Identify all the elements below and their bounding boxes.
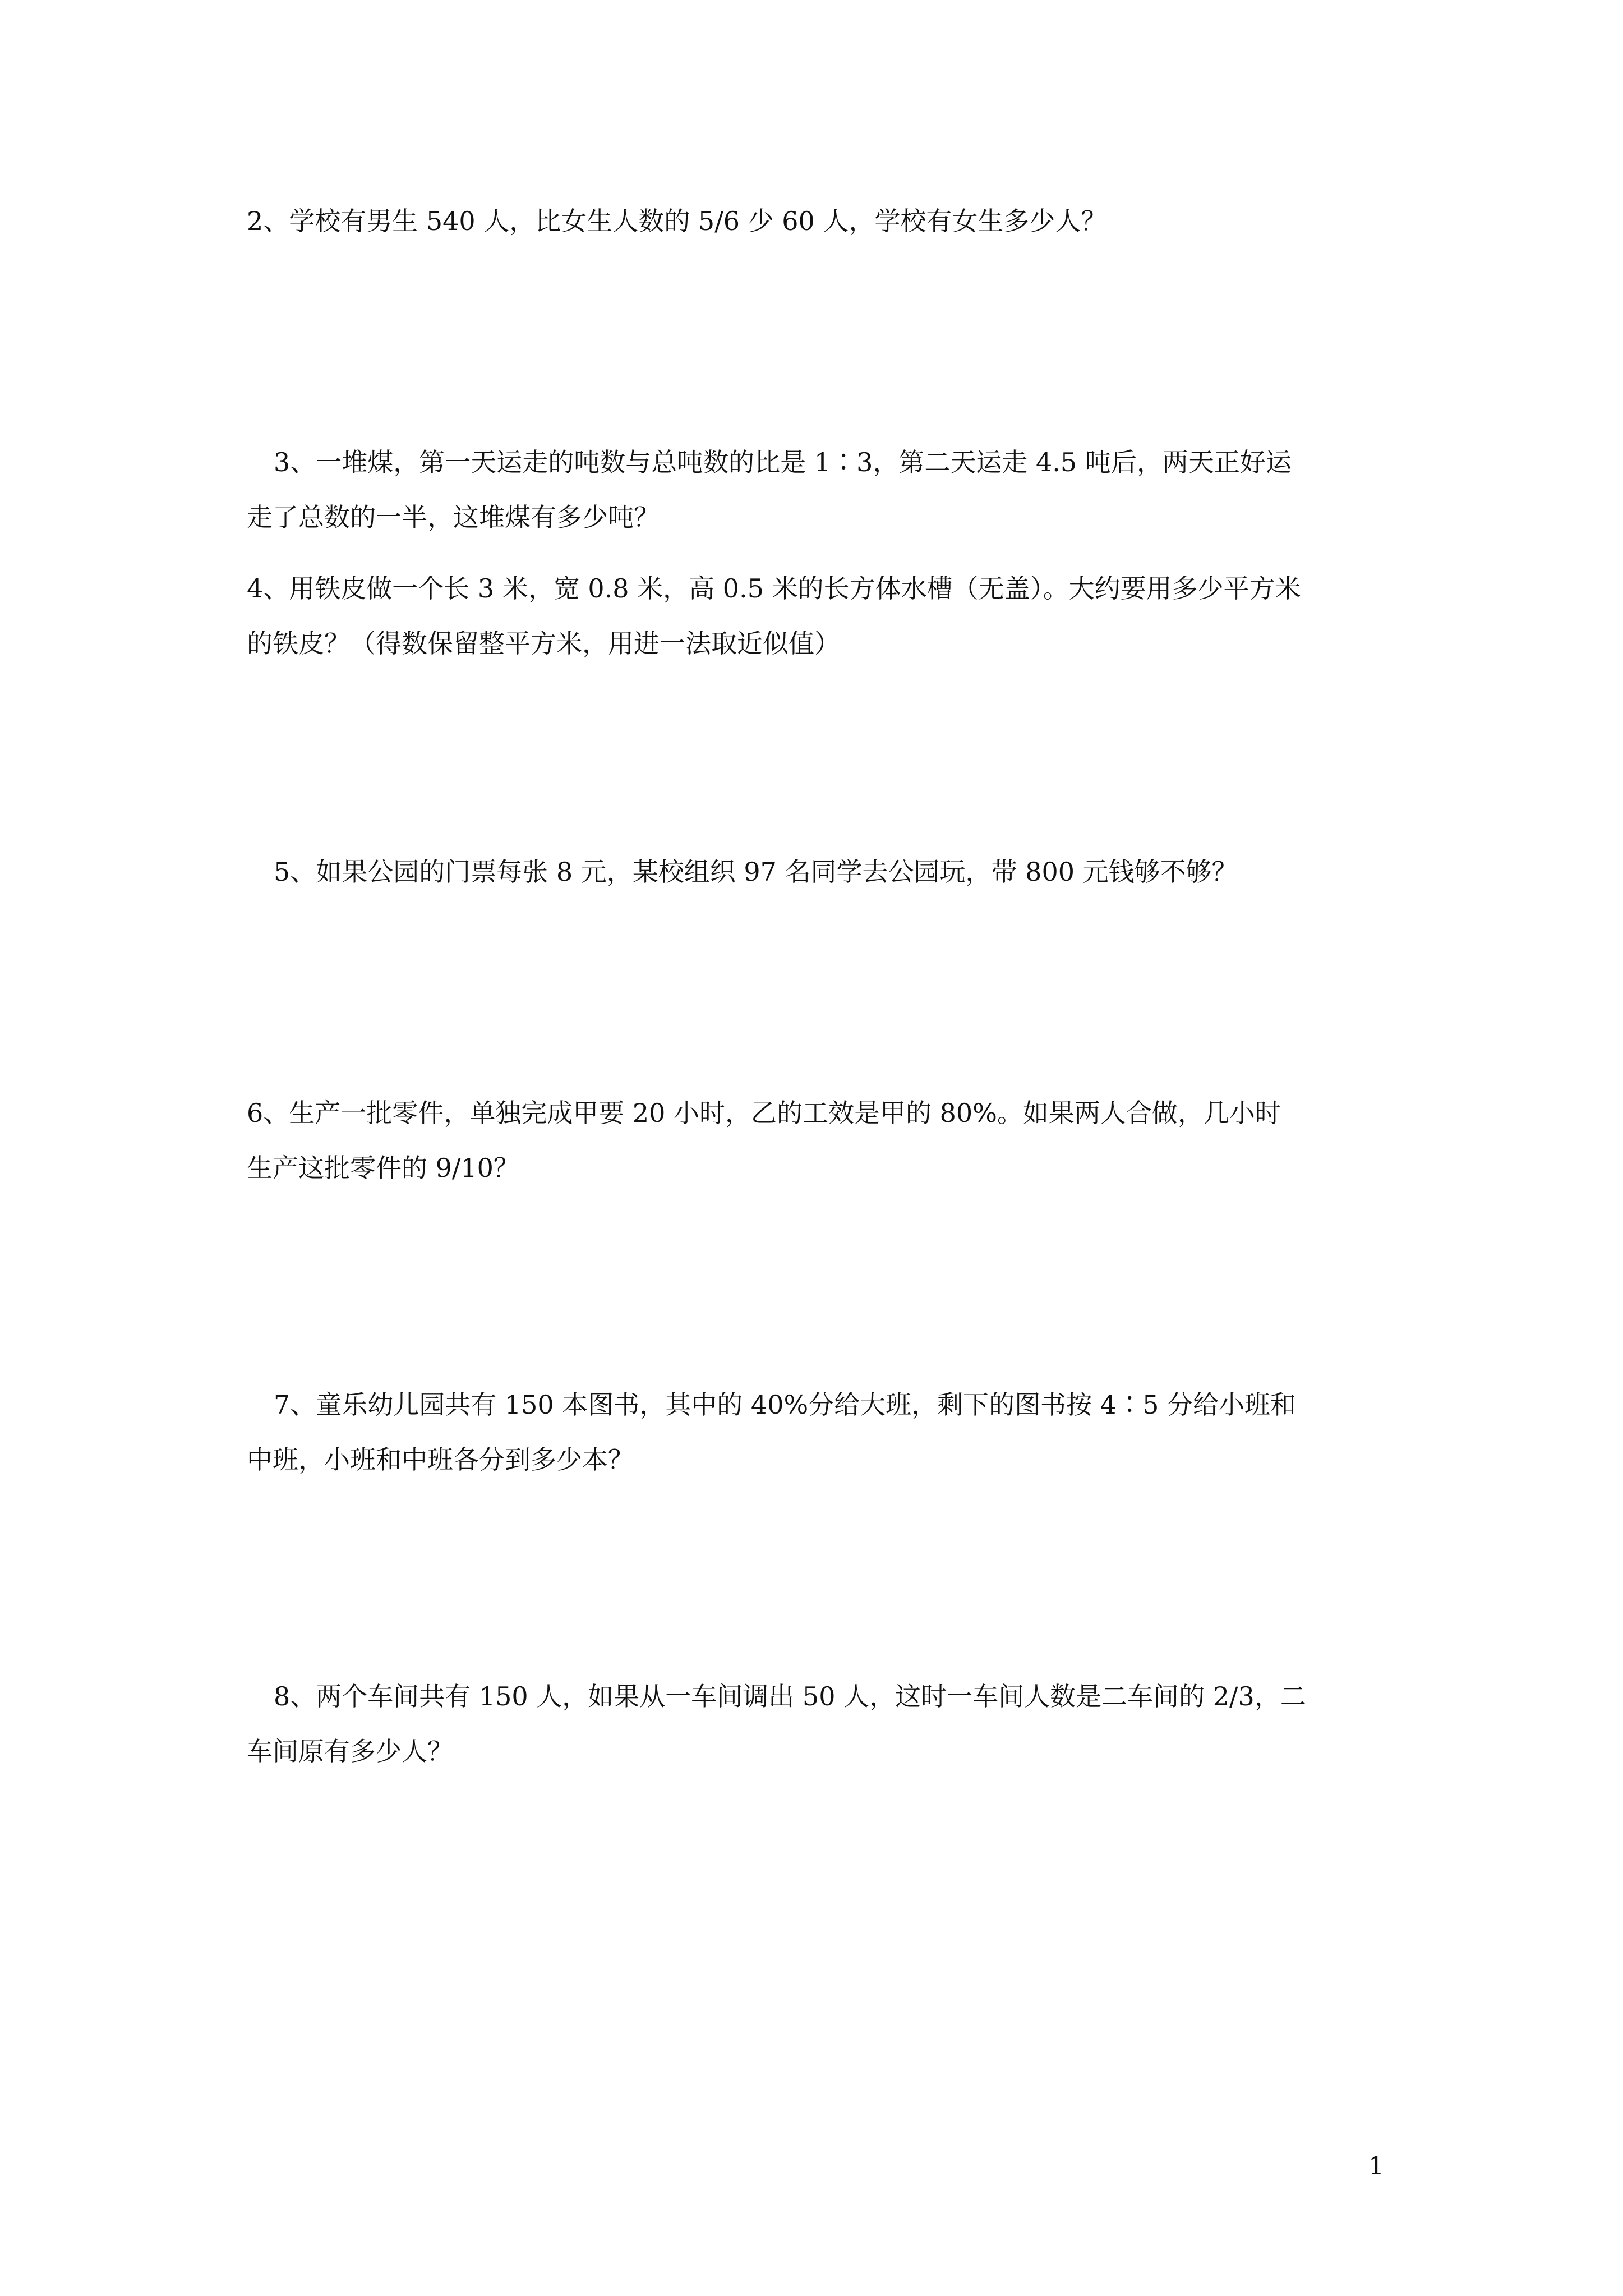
page-number: 1 <box>1368 2152 1384 2180</box>
question-3-line-2: 走了总数的一半，这堆煤有多少吨？ <box>247 502 660 532</box>
question-7-line-1: 7、童乐幼儿园共有 150 本图书，其中的 40%分给大班，剩下的图书按 4∶5 分给小班和 <box>274 1389 1296 1420</box>
question-4-line-2: 的铁皮？（得数保留整平方米，用进一法取近似值） <box>247 628 840 659</box>
question-3-line-1: 3、一堆煤，第一天运走的吨数与总吨数的比是 1∶3，第二天运走 4.5 吨后，两天正好运 <box>274 447 1292 477</box>
question-5 <box>247 844 1385 899</box>
question-8-line-1: 8、两个车间共有 150 人，如果从一车间调出 50 人，这时一车间人数是二车间的 2/3，二 <box>274 1681 1306 1711</box>
question-4 <box>247 561 1385 671</box>
question-2 <box>247 194 1385 249</box>
question-7 <box>247 1377 1385 1487</box>
question-6 <box>247 1085 1385 1195</box>
question-7-line-2: 中班，小班和中班各分到多少本？ <box>247 1444 634 1475</box>
question-8-line-2: 车间原有多少人？ <box>247 1736 453 1766</box>
question-5-line-1: 5、如果公园的门票每张 8 元，某校组织 97 名同学去公园玩，带 800 元钱够不够？ <box>274 857 1238 887</box>
question-2-line-1: 2、学校有男生 540 人，比女生人数的 5/6 少 60 人，学校有女生多少人？ <box>247 206 1107 236</box>
question-4-line-1: 4、用铁皮做一个长 3 米，宽 0.8 米，高 0.5 米的长方体水槽（无盖）。大约要用多少平方米 <box>247 573 1301 604</box>
question-6-line-1: 6、生产一批零件，单独完成甲要 20 小时，乙的工效是甲的 80%。如果两人合做，几小时 <box>247 1098 1281 1128</box>
question-3 <box>247 435 1385 545</box>
question-6-line-2: 生产这批零件的 9/10？ <box>247 1153 519 1183</box>
question-8 <box>247 1669 1385 1779</box>
